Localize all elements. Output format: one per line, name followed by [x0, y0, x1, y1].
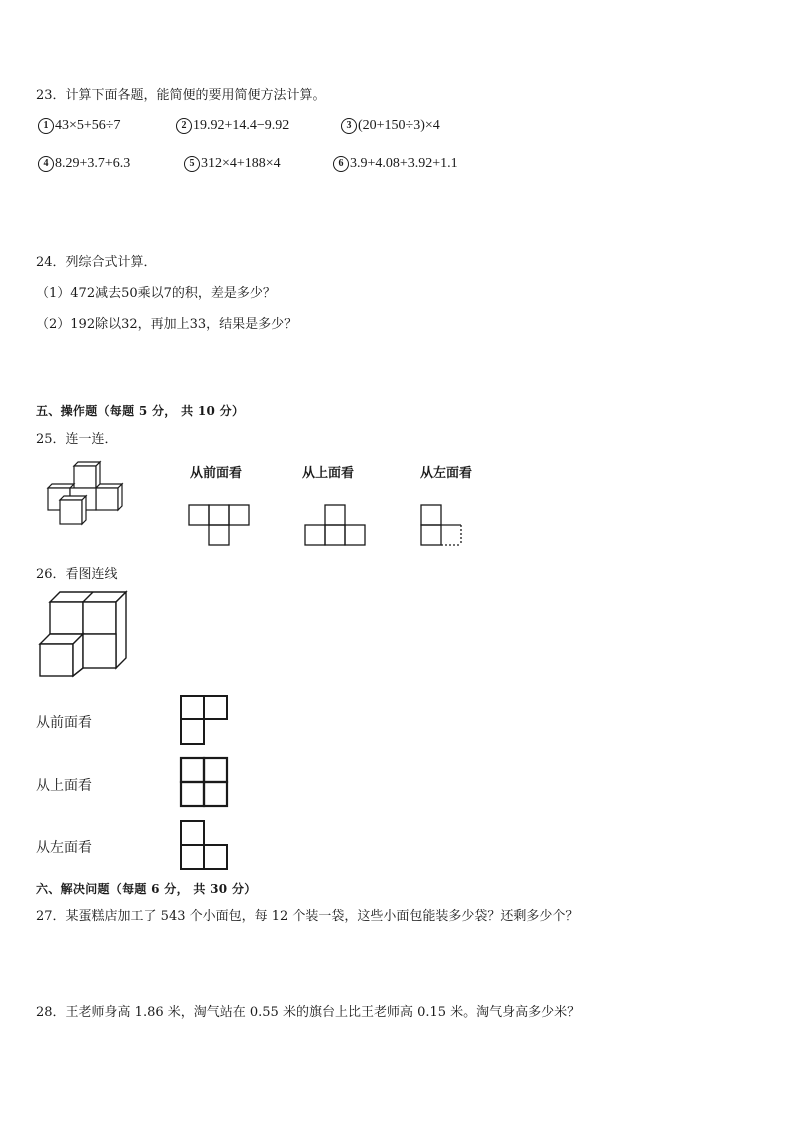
q25-title: 25．连一连． — [36, 432, 118, 447]
q23-item-6 — [333, 156, 458, 172]
q26-label-left: 从左面看 — [36, 840, 92, 856]
item-number-badge: 4 — [38, 156, 54, 172]
q23-expr-4: 8.29+3.7+6.3 — [55, 156, 131, 172]
q26-view-shape-left — [178, 818, 230, 872]
item-number-badge: 6 — [333, 156, 349, 172]
q26-view-shape-top — [178, 755, 230, 809]
q26-title: 26．看图连线 — [36, 567, 118, 582]
q23-expr-1: 43×5+56÷7 — [55, 118, 121, 134]
q23-expr-6: 3.9+4.08+3.92+1.1 — [350, 156, 458, 172]
section-6-heading: 六、解决问题（每题 6 分， 共 30 分） — [36, 882, 257, 896]
q24-title: 24．列综合式计算． — [36, 255, 157, 270]
q25-view-shape-b — [304, 504, 368, 548]
item-number-badge: 2 — [176, 118, 192, 134]
q23-item-2 — [176, 118, 289, 134]
q26-cube-solid-figure — [38, 588, 132, 682]
q24-part-1: （1）472减去50乘以7的积，差是多少？ — [36, 286, 276, 301]
q23-item-1 — [38, 118, 120, 134]
q26-label-front: 从前面看 — [36, 715, 92, 731]
q27-text: 27．某蛋糕店加工了 543 个小面包，每 12 个装一袋，这些小面包能装多少袋？还剩多少个？ — [36, 909, 579, 924]
q23-item-4 — [38, 156, 130, 172]
q26-label-top: 从上面看 — [36, 778, 92, 794]
q25-view-shape-c — [420, 504, 466, 550]
q23-expr-3: (20+150÷3)×4 — [358, 118, 440, 134]
q23-item-5 — [184, 156, 281, 172]
q24-part-2: （2）192除以32，再加上33，结果是多少？ — [36, 317, 298, 332]
q23-expr-2: 19.92+14.4−9.92 — [193, 118, 290, 134]
item-number-badge: 5 — [184, 156, 200, 172]
q25-view-label-left: 从左面看 — [420, 466, 473, 481]
item-number-badge: 1 — [38, 118, 54, 134]
q23-item-3 — [341, 118, 440, 134]
q26-view-shape-front — [178, 693, 230, 747]
section-5-heading: 五、操作题（每题 5 分， 共 10 分） — [36, 404, 245, 418]
q23-title: 23．计算下面各题，能简便的要用简便方法计算。 — [36, 88, 326, 103]
q25-view-label-front: 从前面看 — [190, 466, 243, 481]
q23-expr-5: 312×4+188×4 — [201, 156, 281, 172]
q25-view-label-top: 从上面看 — [302, 466, 355, 481]
q25-cube-solid-figure — [40, 460, 126, 528]
item-number-badge: 3 — [341, 118, 357, 134]
q25-view-shape-a — [188, 504, 252, 548]
q28-text: 28．王老师身高 1.86 米，淘气站在 0.55 米的旗台上比王老师高 0.15 米。淘气身高多少米？ — [36, 1005, 581, 1020]
